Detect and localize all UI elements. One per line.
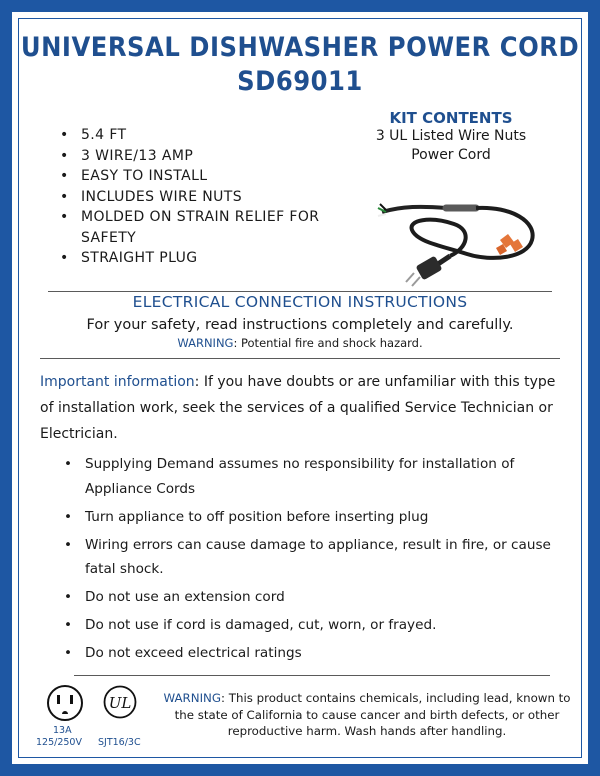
power-cord-image <box>372 178 542 290</box>
safety-note: For your safety, read instructions completely and carefully. <box>86 317 514 333</box>
amp-rating: 13A <box>53 725 72 736</box>
kit-heading: KIT CONTENTS <box>389 109 513 127</box>
spec-item: • INCLUDES WIRE NUTS <box>60 187 370 208</box>
spec-item: • EASY TO INSTALL <box>60 166 370 187</box>
bullet-item: • Turn appliance to off position before inserting plug <box>62 505 572 530</box>
safety-bullets <box>62 452 572 669</box>
spec-list <box>60 125 370 269</box>
spec-item: • MOLDED ON STRAIN RELIEF FOR SAFETY <box>60 207 370 248</box>
ul-listed-icon <box>103 685 137 719</box>
model-number: SD69011 <box>237 66 363 97</box>
divider <box>40 358 560 359</box>
bullet-item: • Do not exceed electrical ratings <box>62 641 572 666</box>
important-info <box>40 369 570 447</box>
bullet-item: • Do not use if cord is damaged, cut, worn, or frayed. <box>62 613 572 638</box>
spec-item: • STRAIGHT PLUG <box>60 248 370 269</box>
important-label: Important information <box>40 374 195 390</box>
spec-item: • 3 WIRE/13 AMP <box>60 146 370 167</box>
spec-item: • 5.4 FT <box>60 125 370 146</box>
important-text: : If you have doubts or are unfamiliar with this type of installation work, seek the services of a qualified Service Technician or Electrician. <box>40 374 556 442</box>
kit-item: 3 UL Listed Wire Nuts <box>375 128 527 144</box>
voltage-rating: 125/250V <box>36 737 82 748</box>
kit-contents <box>356 109 546 165</box>
hazard-warning <box>12 334 588 352</box>
bullet-item: • Supplying Demand assumes no responsibility for installation of Appliance Cords <box>62 452 572 501</box>
ul-mark: UL <box>108 694 132 712</box>
outlet-icon <box>46 684 84 722</box>
divider <box>74 675 550 676</box>
bullet-item: • Wiring errors can cause damage to appliance, result in fire, or cause fatal shock. <box>62 533 572 582</box>
page-title: UNIVERSAL DISHWASHER POWER CORD <box>20 32 580 63</box>
warning-label: WARNING <box>163 691 222 705</box>
warning-label: WARNING <box>177 336 234 350</box>
cord-type: SJT16/3C <box>98 737 141 748</box>
prop65-text: : This product contains chemicals, including lead, known to the state of California to cause cancer and birth defects, or other reproductive harm. Wash hands after handling. <box>174 691 571 738</box>
warning-text: : Potential fire and shock hazard. <box>233 336 423 350</box>
prop65-warning <box>162 690 572 740</box>
kit-item: Power Cord <box>411 147 491 163</box>
bullet-item: • Do not use an extension cord <box>62 585 572 610</box>
instructions-heading: ELECTRICAL CONNECTION INSTRUCTIONS <box>132 293 468 311</box>
